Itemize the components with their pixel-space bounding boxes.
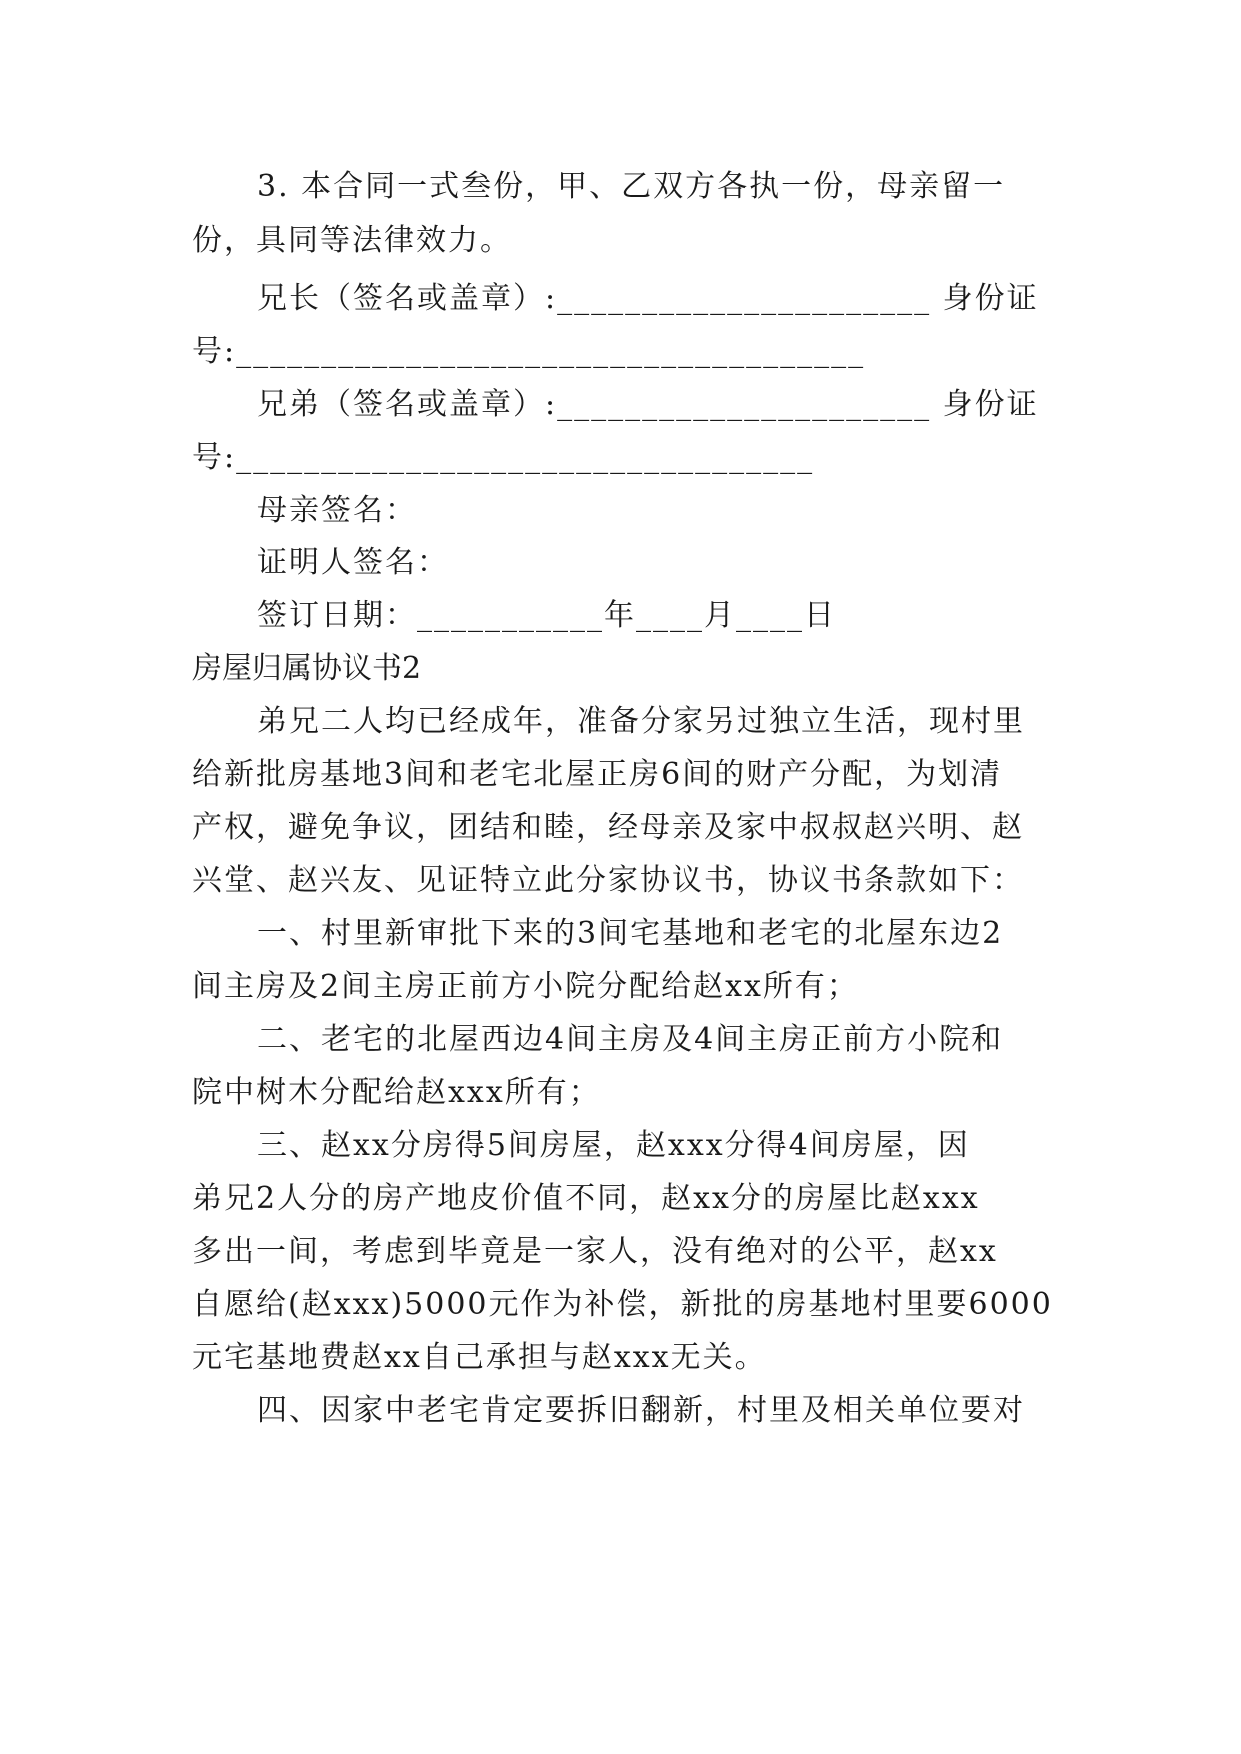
clause-3-line-2: 份，具同等法律效力。 [192, 223, 512, 258]
elder-brother-signature-line: 兄长（签名或盖章）:______________________ 身份证 [257, 281, 1039, 316]
intro-paragraph-line-2: 给新批房基地3间和老宅北屋正房6间的财产分配，为划清 [192, 757, 1003, 792]
signing-date-line: 签订日期：___________年____月____日 [257, 598, 836, 633]
elder-brother-id-line: 号:_____________________________________ [192, 334, 866, 369]
article-4-line-1: 四、因家中老宅肯定要拆旧翻新，村里及相关单位要对 [257, 1393, 1025, 1428]
article-1-line-1: 一、村里新审批下来的3间宅基地和老宅的北屋东边2 [257, 916, 1004, 951]
article-3-line-1: 三、赵xx分房得5间房屋，赵xxx分得4间房屋，因 [257, 1128, 970, 1163]
article-3-line-3: 多出一间，考虑到毕竟是一家人，没有绝对的公平，赵xx [192, 1234, 998, 1269]
article-3-line-2: 弟兄2人分的房产地皮价值不同，赵xx分的房屋比赵xxx [192, 1181, 980, 1216]
intro-paragraph-line-3: 产权，避免争议，团结和睦，经母亲及家中叔叔赵兴明、赵 [192, 810, 1024, 845]
intro-paragraph-line-1: 弟兄二人均已经成年，准备分家另过独立生活，现村里 [257, 704, 1025, 739]
younger-brother-signature-line: 兄弟（签名或盖章）:______________________ 身份证 [257, 387, 1039, 422]
article-3-line-4: 自愿给(赵xxx)5000元作为补偿，新批的房基地村里要6000 [192, 1287, 1053, 1322]
mother-signature-line: 母亲签名： [257, 493, 417, 528]
intro-paragraph-line-4: 兴堂、赵兴友、见证特立此分家协议书，协议书条款如下： [192, 863, 1024, 898]
clause-3-line-1: 3. 本合同一式叁份，甲、乙双方各执一份，母亲留一 [257, 169, 1006, 204]
article-1-line-2: 间主房及2间主房正前方小院分配给赵xx所有； [192, 969, 859, 1004]
witness-signature-line: 证明人签名： [257, 545, 449, 580]
younger-brother-id-line: 号:__________________________________ [192, 440, 815, 475]
article-2-line-2: 院中树木分配给赵xxx所有； [192, 1075, 601, 1110]
article-3-line-5: 元宅基地费赵xx自己承担与赵xxx无关。 [192, 1340, 767, 1375]
document-title: 房屋归属协议书2 [192, 651, 422, 686]
article-2-line-1: 二、老宅的北屋西边4间主房及4间主房正前方小院和 [257, 1022, 1004, 1057]
